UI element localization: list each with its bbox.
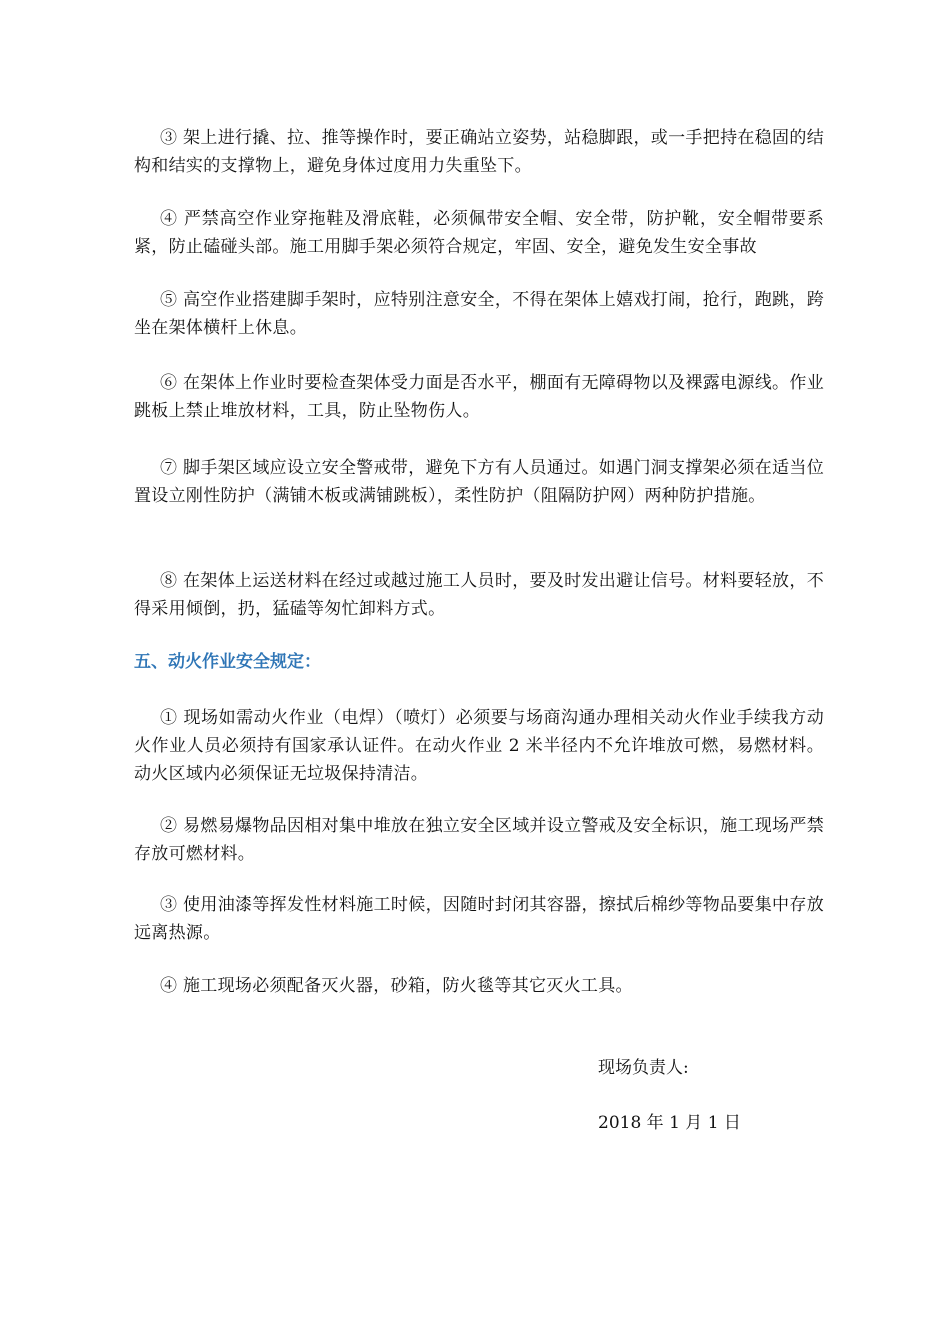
section5-item-3: ③ 使用油漆等挥发性材料施工时候，因随时封闭其容器，擦拭后棉纱等物品要集中存放远离热源。 xyxy=(134,895,824,943)
signature-label: 现场负责人: xyxy=(598,1058,689,1078)
section4-item-7: ⑦ 脚手架区域应设立安全警戒带，避免下方有人员通过。如遇门洞支撑架必须在适当位置设立刚性防护（满铺木板或满铺跳板），柔性防护（阻隔防护网）两种防护措施。 xyxy=(134,458,824,506)
section5-heading: 五、动火作业安全规定： xyxy=(134,652,321,672)
signature-date: 2018 年 1 月 1 日 xyxy=(598,1113,741,1133)
section4-item-5: ⑤ 高空作业搭建脚手架时，应特别注意安全，不得在架体上嬉戏打闹，抢行，跑跳，跨坐在架体横杆上休息。 xyxy=(134,290,824,338)
section4-item-8: ⑧ 在架体上运送材料在经过或越过施工人员时，要及时发出避让信号。材料要轻放，不得采用倾倒，扔，猛磕等匆忙卸料方式。 xyxy=(134,571,824,619)
section4-item-3: ③ 架上进行撬、拉、推等操作时，要正确站立姿势，站稳脚跟，或一手把持在稳固的结构和结实的支撑物上，避免身体过度用力失重坠下。 xyxy=(134,128,824,176)
section5-item-2: ② 易燃易爆物品因相对集中堆放在独立安全区域并设立警戒及安全标识，施工现场严禁存放可燃材料。 xyxy=(134,816,824,864)
section4-item-4: ④ 严禁高空作业穿拖鞋及滑底鞋，必须佩带安全帽、安全带，防护靴，安全帽带要系紧，防止磕碰头部。施工用脚手架必须符合规定，牢固、安全，避免发生安全事故 xyxy=(134,209,824,257)
section5-item-1: ① 现场如需动火作业（电焊）（喷灯）必须要与场商沟通办理相关动火作业手续我方动火作业人员必须持有国家承认证件。在动火作业 2 米半径内不允许堆放可燃，易燃材料。动火区域内必须保证无垃圾保持清洁。 xyxy=(134,708,824,784)
section5-item-4: ④ 施工现场必须配备灭火器，砂箱，防火毯等其它灭火工具。 xyxy=(160,976,633,996)
section4-item-6: ⑥ 在架体上作业时要检查架体受力面是否水平，棚面有无障碍物以及裸露电源线。作业跳板上禁止堆放材料，工具，防止坠物伤人。 xyxy=(134,373,824,421)
